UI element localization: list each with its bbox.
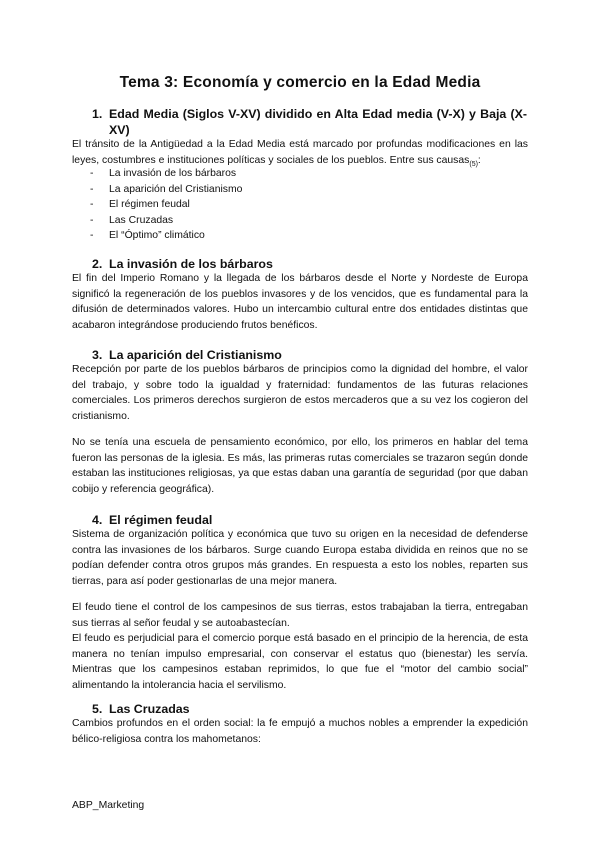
section-5-heading — [92, 701, 190, 717]
section-1-colon: : — [477, 154, 481, 166]
section-2-heading — [92, 256, 273, 272]
list-item: - La aparición del Cristianismo — [90, 183, 243, 195]
section-1-heading — [92, 106, 528, 138]
section-1-number: 1. — [92, 107, 103, 121]
section-3-paragraph-1: Recepción por parte de los pueblos bárbaros de principios como la dignidad del hombre, el valor del trabajo, y sobre todo la igualdad y fraternidad: fundamentos de las futuras relaciones comerciales. Los primeros derechos surgieron de estos mercaderos que a su vez los cogieron del cristianismo. — [72, 364, 528, 422]
section-4-number: 4. — [92, 513, 103, 527]
section-5-heading-text: Las Cruzadas — [109, 702, 190, 716]
section-4-heading — [92, 512, 212, 528]
section-2-heading-text: La invasión de los bárbaros — [109, 257, 273, 271]
list-item: - Las Cruzadas — [90, 214, 174, 226]
list-item-text: La invasión de los bárbaros — [109, 168, 237, 179]
section-3-heading — [92, 347, 282, 363]
section-5-paragraph: Cambios profundos en el orden social: la fe empujó a muchos nobles a emprender la expedición bélico-religiosa contra los mahometanos: — [72, 718, 528, 745]
section-3-paragraph-2: No se tenía una escuela de pensamiento económico, por ello, los primeros en hablar del tema fueron las personas de la iglesia. Es más, las primeras rutas comerciales se trazaron según donde estaban las instituciones religiosas, ya que estas daban una garantía de seguridad (por que daban cobijo y referencia geográfica). — [72, 437, 528, 495]
section-4-paragraph-2: El feudo tiene el control de los campesinos de sus tierras, estos trabajaban la tierra, entregaban sus tierras al señor feudal y se autoabastecían. — [72, 602, 528, 629]
section-4-heading-text: El régimen feudal — [109, 513, 213, 527]
section-5-number: 5. — [92, 702, 103, 716]
section-2-paragraph: El fin del Imperio Romano y la llegada de los bárbaros desde el Norte y Nordeste de Europa significó la regeneración de los pueblos invasores y de los vencidos, que es fundamental para la difusión de determinados valores. Hubo un intercambio cultural entre dos entidades distintas que acabaron integrándose produciendo frutos benéficos. — [72, 273, 528, 331]
list-item: - La invasión de los bárbaros — [90, 168, 237, 179]
document-title: Tema 3: Economía y comercio en la Edad Media — [119, 74, 481, 91]
section-3-heading-text: La aparición del Cristianismo — [109, 348, 282, 362]
section-4-paragraph-3: El feudo es perjudicial para el comercio porque está basado en el principio de la herencia, de esta manera no tenían impulso empresarial, con conservar el estatus quo (bienestar) les servía. Mientras que los campesinos estaban reprimidos, lo que fue el “motor del cambio social” alimentando la intolerancia hacia el servilismo. — [72, 633, 528, 691]
section-4-paragraph-1: Sistema de organización política y económica que tuvo su origen en la necesidad de defenderse contra las invasiones de los bárbaros. Surge cuando Europa estaba dividida en reinos que no se podían defender contra otros grupos más grandes. En respuesta a esto los nobles, reparten sus tierras, para así poder gestionarlas de una mejor manera. — [72, 529, 528, 587]
section-3-number: 3. — [92, 348, 103, 362]
list-item: - El “Óptimo” climático — [90, 230, 205, 241]
list-item-text: El régimen feudal — [109, 199, 190, 210]
section-1-heading-text: Edad Media (Siglos V-XV) dividido en Alta Edad media (V-X) y Baja (X-XV) — [109, 107, 527, 137]
list-item-text: Las Cruzadas — [109, 214, 174, 226]
section-1-paragraph-text: El tránsito de la Antigüedad a la Edad Media está marcado por profundas modificaciones en las leyes, costumbres e instituciones políticas y sociales de los pueblos. Entre sus causas — [72, 139, 528, 166]
section-1-citation: (5) — [469, 160, 478, 168]
page-footer: ABP_Marketing — [72, 800, 145, 811]
list-item: - El régimen feudal — [90, 199, 190, 210]
list-item-text: La aparición del Cristianismo — [109, 183, 243, 195]
section-2-number: 2. — [92, 257, 103, 271]
list-item-text: El “Óptimo” climático — [109, 230, 205, 241]
section-1-bullet-list — [90, 166, 242, 244]
